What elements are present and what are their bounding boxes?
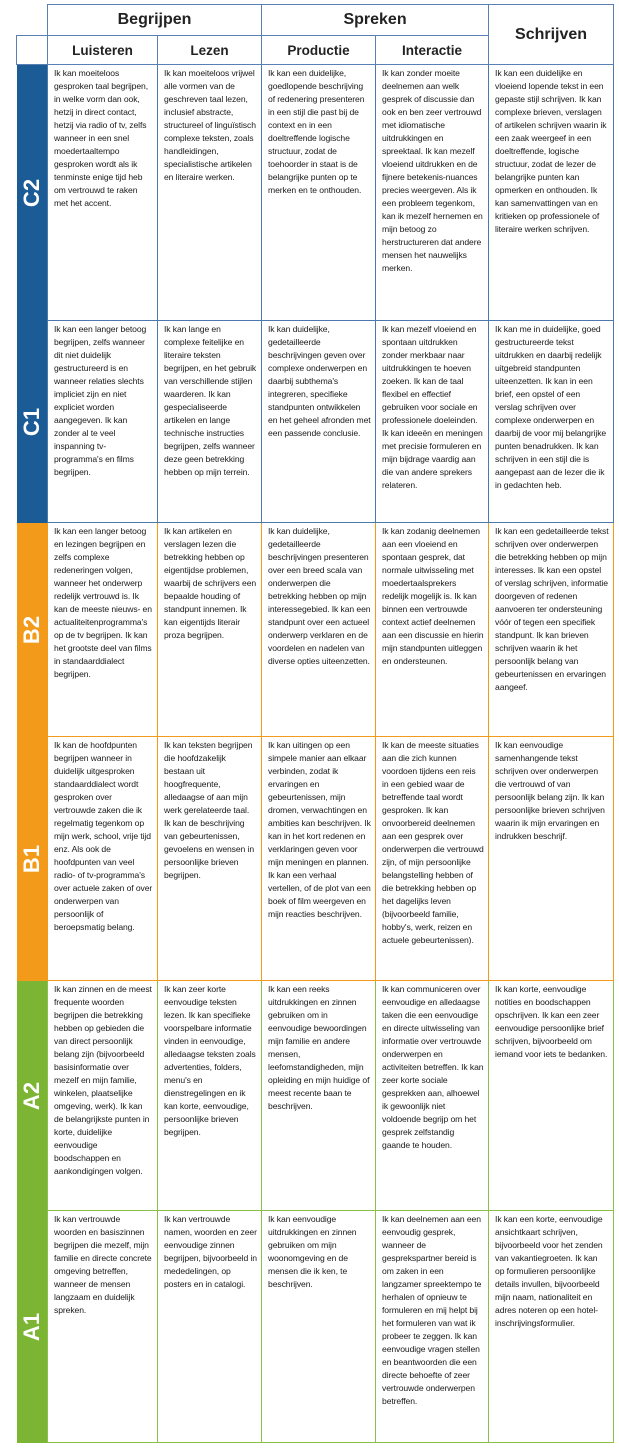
- cell-b1-schrijven: Ik kan eenvoudige samenhangende tekst schrijven over onderwerpen die vertrouwd of van persoonlijk belang zijn. Ik kan persoonlijke brieven schrijven waarin ik mijn ervaringen en indrukken beschrijf.: [489, 737, 614, 981]
- cell-c1-interactie: Ik kan mezelf vloeiend en spontaan uitdrukken zonder merkbaar naar uitdrukkingen te hoeven zoeken. Ik kan de taal flexibel en effectief gebruiken voor sociale en professionele doeleinden. Ik kan ideeën en meningen met precisie formuleren en mijn bijdrage vaardig aan die van andere sprekers relateren.: [376, 321, 489, 523]
- cell-a2-lezen: Ik kan zeer korte eenvoudige teksten lezen. Ik kan specifieke voorspelbare informatie vinden in eenvoudige, alledaagse teksten zoals advertenties, folders, menu's en dienstregelingen en ik kan korte, eenvoudige, persoonlijke brieven begrijpen.: [158, 981, 262, 1211]
- cell-c1-productie: Ik kan duidelijke, gedetailleerde beschrijvingen geven over complexe onderwerpen en daarbij subthema's integreren, specifieke standpunten ontwikkelen en het geheel afronden met een passende conclusie.: [262, 321, 376, 523]
- level-row-a2: [17, 981, 614, 1211]
- level-row-b2: [17, 523, 614, 737]
- cell-c2-luisteren: Ik kan moeiteloos gesproken taal begrijpen, in welke vorm dan ook, hetzij in direct contact, hetzij via radio of tv, zelfs wanneer in een snel moedertaaltempo gesproken wordt als ik tenminste enige tijd heb om vertrouwd te raken met het accent.: [48, 65, 158, 321]
- cell-a2-luisteren: Ik kan zinnen en de meest frequente woorden begrijpen die betrekking hebben op gebieden die van direct persoonlijk belang zijn (bijvoorbeeld basisinformatie over mezelf en mijn familie, winkelen, plaatselijke omgeving, werk). Ik kan de belangrijkste punten in korte, duidelijke eenvoudige boodschappen en aankondigingen volgen.: [48, 981, 158, 1211]
- cell-c2-schrijven: Ik kan een duidelijke en vloeiend lopende tekst in een gepaste stijl schrijven. Ik kan complexe brieven, verslagen of artikelen schrijven waarin ik een zaak weergeef in een doeltreffende, logische structuur, zodat de lezer de belangrijke punten kan opmerken en onthouden. Ik kan samenvattingen van en kritieken op professionele of literaire werken schrijven.: [489, 65, 614, 321]
- cell-c1-lezen: Ik kan lange en complexe feitelijke en literaire teksten begrijpen, en het gebruik van verschillende stijlen waarderen. Ik kan gespecialiseerde artikelen en lange technische instructies begrijpen, zelfs wanneer deze geen betrekking hebben op mijn terrein.: [158, 321, 262, 523]
- header-begrijpen: Begrijpen: [48, 5, 262, 36]
- cell-a1-lezen: Ik kan vertrouwde namen, woorden en zeer eenvoudige zinnen begrijpen, bijvoorbeeld in mededelingen, op posters en in catalogi.: [158, 1211, 262, 1443]
- level-label-a1: A1: [17, 1211, 48, 1443]
- cell-a2-productie: Ik kan een reeks uitdrukkingen en zinnen gebruiken om in eenvoudige bewoordingen mijn familie en andere mensen, leefomstandigheden, mijn opleiding en mijn huidige of meest recente baan te beschrijven.: [262, 981, 376, 1211]
- cell-a1-interactie: Ik kan deelnemen aan een eenvoudig gesprek, wanneer de gesprekspartner bereid is om zaken in een langzamer spreektempo te herhalen of opnieuw te formuleren en mij helpt bij het formuleren van wat ik probeer te zeggen. Ik kan eenvoudige vragen stellen en beantwoorden die een directe behoefte of zeer vertrouwde onderwerpen betreffen.: [376, 1211, 489, 1443]
- corner-blank: [17, 5, 48, 36]
- cell-c2-interactie: Ik kan zonder moeite deelnemen aan welk gesprek of discussie dan ook en ben zeer vertrouwd met idiomatische uitdrukkingen en spreektaal. Ik kan mezelf vloeiend uitdrukken en de fijnere betekenis-nuances precies weergeven. Als ik een probleem tegenkom, kan ik mezelf hernemen en mijn betoog zo herstructureren dat andere mensen het nauwelijks merken.: [376, 65, 489, 321]
- cell-b1-productie: Ik kan uitingen op een simpele manier aan elkaar verbinden, zodat ik ervaringen en gebeurtenissen, mijn dromen, verwachtingen en ambities kan beschrijven. Ik kan in het kort redenen en verklaringen geven voor mijn meningen en plannen. Ik kan een verhaal vertellen, of de plot van een boek of film weergeven en mijn reacties beschrijven.: [262, 737, 376, 981]
- cell-b2-productie: Ik kan duidelijke, gedetailleerde beschrijvingen presenteren over een breed scala van onderwerpen die betrekking hebben op mijn interessegebied. Ik kan een standpunt over een actueel onderwerp verklaren en de voordelen en nadelen van diverse opties uiteenzetten.: [262, 523, 376, 737]
- level-label-c2: C2: [17, 65, 48, 321]
- cell-b2-lezen: Ik kan artikelen en verslagen lezen die betrekking hebben op eigentijdse problemen, waarbij de schrijvers een bepaalde houding of standpunt innemen. Ik kan eigentijds literair proza begrijpen.: [158, 523, 262, 737]
- cell-a1-luisteren: Ik kan vertrouwde woorden en basiszinnen begrijpen die mezelf, mijn familie en directe concrete omgeving betreffen, wanneer de mensen langzaam en duidelijk spreken.: [48, 1211, 158, 1443]
- cell-c1-schrijven: Ik kan me in duidelijke, goed gestructureerde tekst uitdrukken en daarbij redelijk uitgebreid standpunten uiteenzetten. Ik kan in een brief, een opstel of een verslag schrijven over complexe onderwerpen en daarbij de voor mij belangrijke punten benadrukken. Ik kan schrijven in een stijl die is aangepast aan de lezer die ik in gedachten heb.: [489, 321, 614, 523]
- level-label-c1: C1: [17, 321, 48, 523]
- header-interactie: Interactie: [376, 36, 489, 65]
- cell-a2-interactie: Ik kan communiceren over eenvoudige en alledaagse taken die een eenvoudige en directe uitwisseling van informatie over vertrouwde onderwerpen en activiteiten betreffen. Ik kan zeer korte sociale gesprekken aan, alhoewel ik gewoonlijk niet voldoende begrijp om het gesprek zelfstandig gaande te houden.: [376, 981, 489, 1211]
- cell-b2-interactie: Ik kan zodanig deelnemen aan een vloeiend en spontaan gesprek, dat normale uitwisseling met moedertaalsprekers redelijk mogelijk is. Ik kan binnen een vertrouwde context actief deelnemen aan een discussie en hierin mijn standpunten uitleggen en ondersteunen.: [376, 523, 489, 737]
- cell-a1-schrijven: Ik kan een korte, eenvoudige ansichtkaart schrijven, bijvoorbeeld voor het zenden van vakantiegroeten. Ik kan op formulieren persoonlijke details invullen, bijvoorbeeld mijn naam, nationaliteit en adres noteren op een hotel-inschrijvingsformulier.: [489, 1211, 614, 1443]
- cell-b1-interactie: Ik kan de meeste situaties aan die zich kunnen voordoen tijdens een reis in een gebied waar de betreffende taal wordt gesproken. Ik kan onvoorbereid deelnemen aan een gesprek over onderwerpen die vertrouwd zijn, of mijn persoonlijke belangstelling hebben of die betrekking hebben op het dagelijks leven (bijvoorbeeld familie, hobby's, werk, reizen en actuele gebeurtenissen).: [376, 737, 489, 981]
- cell-b1-lezen: Ik kan teksten begrijpen die hoofdzakelijk bestaan uit hoogfrequente, alledaagse of aan mijn werk gerelateerde taal. Ik kan de beschrijving van gebeurtenissen, gevoelens en wensen in persoonlijke brieven begrijpen.: [158, 737, 262, 981]
- cefr-grid: [16, 4, 614, 1443]
- level-row-a1: [17, 1211, 614, 1443]
- header-luisteren: Luisteren: [48, 36, 158, 65]
- level-row-c2: [17, 65, 614, 321]
- cell-b2-luisteren: Ik kan een langer betoog en lezingen begrijpen en zelfs complexe redeneringen volgen, wanneer het onderwerp redelijk vertrouwd is. Ik kan de meeste nieuws- en actualiteitenprogramma's op de tv begrijpen. Ik kan het grootste deel van films in standaarddialect begrijpen.: [48, 523, 158, 737]
- cell-a1-productie: Ik kan eenvoudige uitdrukkingen en zinnen gebruiken om mijn woonomgeving en de mensen die ik ken, te beschrijven.: [262, 1211, 376, 1443]
- cell-b2-schrijven: Ik kan een gedetailleerde tekst schrijven over onderwerpen die betrekking hebben op mijn interesses. Ik kan een opstel of verslag schrijven, informatie doorgeven of redenen aanvoeren ter ondersteuning vóór of tegen een specifiek standpunt. Ik kan brieven schrijven waarin ik het persoonlijk belang van gebeurtenissen en ervaringen aangeef.: [489, 523, 614, 737]
- level-label-b1: B1: [17, 737, 48, 981]
- header-spreken: Spreken: [262, 5, 489, 36]
- subheader-blank: [17, 36, 48, 65]
- header-schrijven: Schrijven: [489, 5, 614, 65]
- cell-b1-luisteren: Ik kan de hoofdpunten begrijpen wanneer in duidelijk uitgesproken standaarddialect wordt gesproken over vertrouwde zaken die ik regelmatig tegenkom op mijn werk, school, vrije tijd enz. Als ook de hoofdpunten van veel radio- of tv-programma's over actuele zaken of over onderwerpen van persoonlijk of beroepsmatig belang.: [48, 737, 158, 981]
- header-lezen: Lezen: [158, 36, 262, 65]
- level-label-b2: B2: [17, 523, 48, 737]
- cell-c2-lezen: Ik kan moeiteloos vrijwel alle vormen van de geschreven taal lezen, inclusief abstracte, structureel of linguïstisch complexe teksten, zoals handleidingen, specialistische artikelen en literaire werken.: [158, 65, 262, 321]
- header-productie: Productie: [262, 36, 376, 65]
- level-row-c1: [17, 321, 614, 523]
- level-label-a2: A2: [17, 981, 48, 1211]
- cell-c2-productie: Ik kan een duidelijke, goedlopende beschrijving of redenering presenteren in een stijl die past bij de context en in een doeltreffende logische structuur, zodat de toehoorder in staat is de belangrijke punten op te merken en te onthouden.: [262, 65, 376, 321]
- level-row-b1: [17, 737, 614, 981]
- cell-c1-luisteren: Ik kan een langer betoog begrijpen, zelfs wanneer dit niet duidelijk gestructureerd is en wanneer relaties slechts impliciet zijn en niet expliciet worden aangegeven. Ik kan zonder al te veel inspanning tv-programma's en films begrijpen.: [48, 321, 158, 523]
- cell-a2-schrijven: Ik kan korte, eenvoudige notities en boodschappen opschrijven. Ik kan een zeer eenvoudige persoonlijke brief schrijven, bijvoorbeeld om iemand voor iets te bedanken.: [489, 981, 614, 1211]
